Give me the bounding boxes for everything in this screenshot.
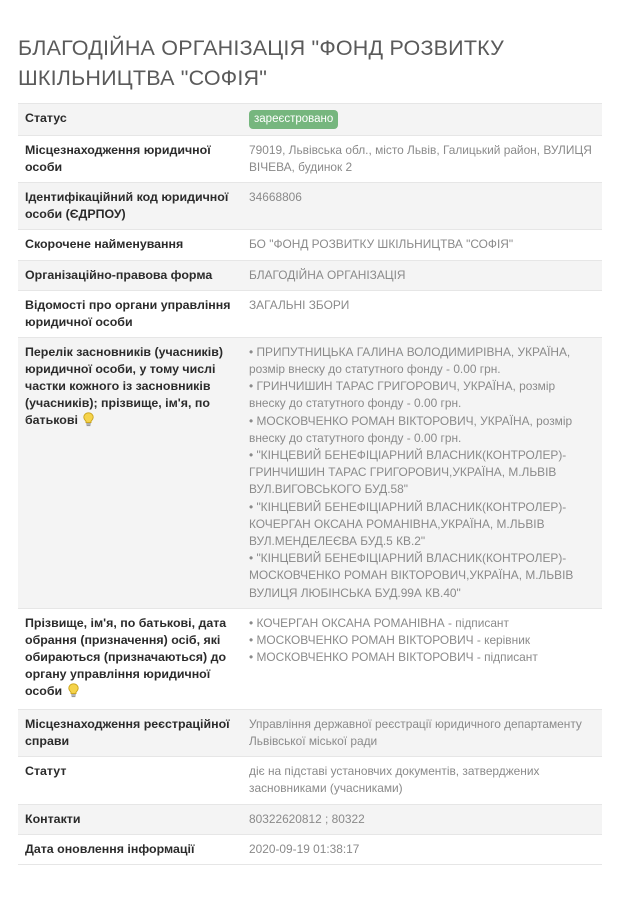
row-updated xyxy=(18,835,602,865)
updated-value: 2020-09-19 01:38:17 xyxy=(249,841,360,856)
statute-value: діє на підставі установчих документів, затверджених засновниками (учасниками) xyxy=(249,764,540,796)
governing-body-label: Відомості про органи управління юридичної особи xyxy=(25,297,231,329)
info-table xyxy=(18,103,602,865)
row-location xyxy=(18,136,602,183)
row-officials xyxy=(18,609,602,710)
page-title: БЛАГОДІЙНА ОРГАНІЗАЦІЯ "ФОНД РОЗВИТКУ ШКІЛЬНИЦТВА "СОФІЯ" xyxy=(18,36,504,90)
statute-label: Статут xyxy=(25,764,67,779)
registration-location-value: Управління державної реєстрації юридичного департаменту Львівської міської ради xyxy=(249,716,582,749)
short-name-value: БО "ФОНД РОЗВИТКУ ШКІЛЬНИЦТВА "СОФІЯ" xyxy=(249,237,514,252)
officials-label: Прізвище, ім'я, по батькові, дата обрання (призначення) осіб, які обираються (призначаються) до органу управління юридичної особи xyxy=(25,615,227,698)
row-founders xyxy=(18,338,602,609)
location-value: 79019, Львівська обл., місто Львів, Галицький район, ВУЛИЦЯ ВІЧЕВА, будинок 2 xyxy=(249,143,592,175)
list-item: • ПРИПУТНИЦЬКА ГАЛИНА ВОЛОДИМИРІВНА, УКРАЇНА, розмір внеску до статутного фонду - 0.00 грн. xyxy=(249,344,571,377)
lightbulb-icon[interactable] xyxy=(68,683,79,703)
row-registration-location xyxy=(18,710,602,757)
legal-form-value: БЛАГОДІЙНА ОРГАНІЗАЦІЯ xyxy=(249,267,406,282)
contacts-label: Контакти xyxy=(25,811,81,826)
registration-location-label: Місцезнаходження реєстраційної справи xyxy=(25,716,230,748)
short-name-label: Скорочене найменування xyxy=(25,237,184,252)
list-item: • "КІНЦЕВИЙ БЕНЕФІЦІАРНИЙ ВЛАСНИК(КОНТРОЛЕР)-ГРИНЧИШИН ТАРАС ГРИГОРОВИЧ,УКРАЇНА, М.ЛЬВІВ ВУЛ.ВИГОВСЬКОГО БУД.58" xyxy=(249,448,567,497)
list-item: • МОСКОВЧЕНКО РОМАН ВІКТОРОВИЧ - керівник xyxy=(249,633,531,648)
list-item: • "КІНЦЕВИЙ БЕНЕФІЦІАРНИЙ ВЛАСНИК(КОНТРОЛЕР)-КОЧЕРГАН ОКСАНА РОМАНІВНА,УКРАЇНА, М.ЛЬВІВ ВУЛ.МЕНДЕЛЕЄВА БУД.5 КВ.2" xyxy=(249,499,567,549)
lightbulb-icon[interactable] xyxy=(83,412,94,432)
list-item: • "КІНЦЕВИЙ БЕНЕФІЦІАРНИЙ ВЛАСНИК(КОНТРОЛЕР)-МОСКОВЧЕНКО РОМАН ВІКТОРОВИЧ,УКРАЇНА, М.ЛЬВІВ ВУЛИЦЯ ЛЮБІНСЬКА БУД.99А КВ.40" xyxy=(249,551,574,600)
row-governing-body xyxy=(18,291,602,338)
list-item: • КОЧЕРГАН ОКСАНА РОМАНІВНА - підписант xyxy=(249,615,509,630)
row-short-name xyxy=(18,230,602,260)
edrpou-value: 34668806 xyxy=(249,190,302,205)
status-label: Статус xyxy=(25,111,67,125)
row-contacts xyxy=(18,805,602,835)
governing-body-value: ЗАГАЛЬНІ ЗБОРИ xyxy=(249,297,350,312)
list-item: • МОСКОВЧЕНКО РОМАН ВІКТОРОВИЧ, УКРАЇНА, розмір внеску до статутного фонду - 0.00 грн. xyxy=(249,413,573,445)
contacts-value: 80322620812 ; 80322 xyxy=(249,811,365,826)
founders-label: Перелік засновників (учасників) юридичної особи, у тому числі частки кожного із засновників (учасників); прізвище, ім'я, по батькові xyxy=(25,344,223,427)
list-item: • ГРИНЧИШИН ТАРАС ГРИГОРОВИЧ, УКРАЇНА, розмір внеску до статутного фонду - 0.00 грн. xyxy=(249,379,556,411)
row-legal-form xyxy=(18,261,602,291)
edrpou-label: Ідентифікаційний код юридичної особи (ЄДРПОУ) xyxy=(25,190,229,222)
row-edrpou xyxy=(18,183,602,230)
status-badge: зареєстровано xyxy=(249,110,338,129)
legal-form-label: Організаційно-правова форма xyxy=(25,267,213,282)
row-status xyxy=(18,104,602,136)
list-item: • МОСКОВЧЕНКО РОМАН ВІКТОРОВИЧ - підписант xyxy=(249,650,538,665)
officials-list xyxy=(237,609,602,709)
row-statute xyxy=(18,757,602,804)
location-label: Місцезнаходження юридичної особи xyxy=(25,143,211,174)
founders-list xyxy=(237,338,602,608)
updated-label: Дата оновлення інформації xyxy=(25,841,195,856)
